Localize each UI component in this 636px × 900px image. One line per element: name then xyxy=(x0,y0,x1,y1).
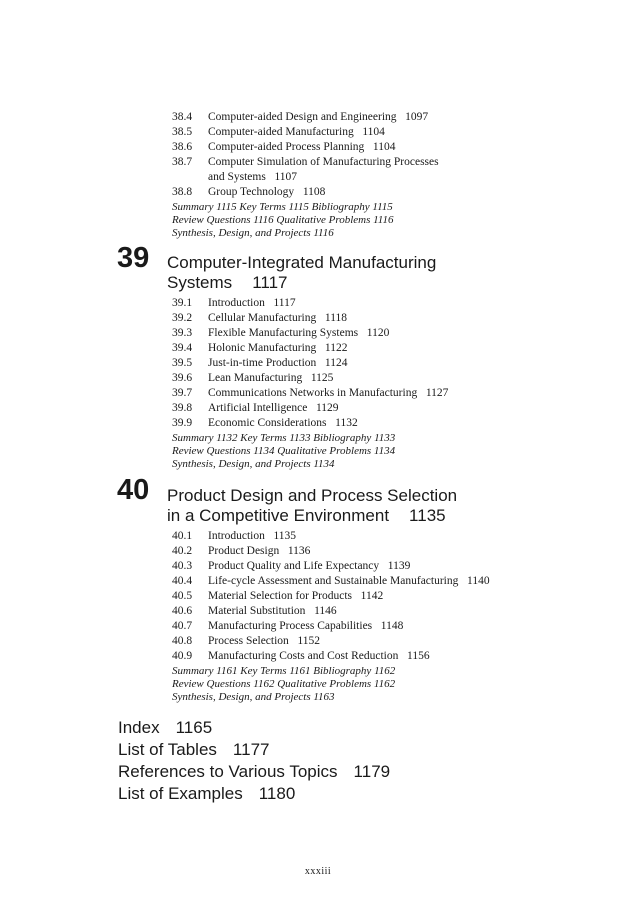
section-page: 1132 xyxy=(335,417,358,429)
section-page: 1124 xyxy=(324,357,348,369)
page-number: xxxiii xyxy=(304,866,332,877)
chapter-40-number: 40 xyxy=(117,474,150,506)
toc-list-of-examples xyxy=(118,784,295,804)
section-title: Flexible Manufacturing Systems xyxy=(208,327,359,339)
section-page: 1136 xyxy=(287,545,311,557)
summary-line: Summary 1115 Key Terms 1115 Bibliography 1115 xyxy=(172,201,393,213)
section-page: 1129 xyxy=(315,402,339,414)
summary-line: Synthesis, Design, and Projects 1163 xyxy=(172,691,335,703)
section-title: Introduction xyxy=(208,530,265,542)
section-title: Computer-aided Manufacturing xyxy=(208,126,354,138)
toc-list-of-tables xyxy=(118,740,269,760)
section-page: 1122 xyxy=(324,342,348,354)
back-matter-page: 1179 xyxy=(353,762,391,781)
section-title: Product Quality and Life Expectancy xyxy=(208,560,380,572)
section-page: 1118 xyxy=(324,312,348,324)
section-number: 40.3 xyxy=(172,560,193,572)
section-page: 1120 xyxy=(366,327,390,339)
toc-section-38-5 xyxy=(172,125,385,140)
section-title: Economic Considerations xyxy=(208,417,327,429)
back-matter-title: References to Various Topics xyxy=(118,762,338,781)
section-title: Process Selection xyxy=(208,635,289,647)
chapter-38-summary xyxy=(172,201,394,240)
section-page: 1117 xyxy=(273,297,296,309)
toc-section-40-1 xyxy=(172,529,296,544)
chapter-page: 1117 xyxy=(252,273,288,292)
toc-section-38-6 xyxy=(172,140,395,155)
toc-section-39-2 xyxy=(172,311,347,326)
section-number: 38.8 xyxy=(172,186,193,198)
section-page: 1142 xyxy=(360,590,384,602)
back-matter-title: List of Tables xyxy=(118,740,217,759)
section-title: Communications Networks in Manufacturing xyxy=(208,387,418,399)
section-title: Computer Simulation of Manufacturing Processes xyxy=(208,156,439,168)
chapter-39-number: 39 xyxy=(117,242,150,274)
toc-index xyxy=(118,718,212,738)
toc-section-40-4 xyxy=(172,574,490,589)
section-number: 40.6 xyxy=(172,605,193,617)
section-title: Manufacturing Costs and Cost Reduction xyxy=(208,650,399,662)
chapter-40-title xyxy=(167,486,457,526)
section-number: 40.1 xyxy=(172,530,193,542)
section-page: 1140 xyxy=(467,575,490,587)
toc-section-38-7 xyxy=(172,155,439,185)
back-matter-page: 1177 xyxy=(232,740,270,759)
section-number: 40.2 xyxy=(172,545,193,557)
section-number: 38.7 xyxy=(172,156,193,168)
section-number: 39.8 xyxy=(172,402,193,414)
section-number: 39.4 xyxy=(172,342,193,354)
chapter-title-line: Computer-Integrated Manufacturing xyxy=(167,253,437,272)
chapter-title-line: Product Design and Process Selection xyxy=(167,486,458,505)
section-page: 1104 xyxy=(372,141,396,153)
section-page: 1125 xyxy=(310,372,334,384)
toc-section-39-6 xyxy=(172,371,333,386)
toc-section-39-1 xyxy=(172,296,296,311)
summary-line: Synthesis, Design, and Projects 1116 xyxy=(172,227,334,239)
section-number: 39.1 xyxy=(172,297,193,309)
toc-section-39-4 xyxy=(172,341,347,356)
section-page: 1108 xyxy=(302,186,326,198)
section-title: Just-in-time Production xyxy=(208,357,317,369)
section-page: 1127 xyxy=(425,387,449,399)
section-number: 39.2 xyxy=(172,312,193,324)
section-title: Material Substitution xyxy=(208,605,306,617)
section-title: Computer-aided Design and Engineering xyxy=(208,111,397,123)
section-title: Artificial Intelligence xyxy=(208,402,308,414)
section-number: 40.7 xyxy=(172,620,193,632)
toc-section-40-7 xyxy=(172,619,403,634)
summary-line: Review Questions 1116 Qualitative Problems 1116 xyxy=(172,214,394,226)
toc-section-39-5 xyxy=(172,356,348,371)
chapter-39-title xyxy=(167,253,436,293)
chapter-title-line: Systems xyxy=(167,273,233,292)
section-number: 39.7 xyxy=(172,387,193,399)
section-title: Lean Manufacturing xyxy=(208,372,303,384)
section-number: 40.4 xyxy=(172,575,193,587)
toc-section-38-8 xyxy=(172,185,325,200)
section-page: 1104 xyxy=(362,126,385,138)
section-number: 39.5 xyxy=(172,357,193,369)
toc-section-40-6 xyxy=(172,604,337,619)
section-page: 1139 xyxy=(387,560,411,572)
back-matter-title: List of Examples xyxy=(118,784,243,803)
chapter-title-line: in a Competitive Environment xyxy=(167,506,390,525)
section-title: Group Technology xyxy=(208,186,295,198)
section-number: 40.8 xyxy=(172,635,193,647)
section-title: Material Selection for Products xyxy=(208,590,353,602)
section-title: Life-cycle Assessment and Sustainable Manufacturing xyxy=(208,575,459,587)
back-matter-page: 1165 xyxy=(175,718,213,737)
toc-section-39-8 xyxy=(172,401,339,416)
section-number: 39.3 xyxy=(172,327,193,339)
section-title: Holonic Manufacturing xyxy=(208,342,317,354)
section-title: Manufacturing Process Capabilities xyxy=(208,620,373,632)
section-number: 39.9 xyxy=(172,417,193,429)
section-page: 1148 xyxy=(380,620,404,632)
section-number: 38.5 xyxy=(172,126,193,138)
section-page: 1097 xyxy=(405,111,429,123)
back-matter-page: 1180 xyxy=(258,784,296,803)
section-title: Introduction xyxy=(208,297,265,309)
toc-section-39-7 xyxy=(172,386,448,401)
section-number: 38.6 xyxy=(172,141,193,153)
toc-section-40-3 xyxy=(172,559,410,574)
chapter-40-summary xyxy=(172,665,395,704)
section-page: 1156 xyxy=(407,650,430,662)
toc-section-40-2 xyxy=(172,544,310,559)
summary-line: Synthesis, Design, and Projects 1134 xyxy=(172,458,335,470)
section-page: 1107 xyxy=(274,171,298,183)
section-title: Cellular Manufacturing xyxy=(208,312,317,324)
toc-section-40-8 xyxy=(172,634,320,649)
summary-line: Summary 1161 Key Terms 1161 Bibliography 1162 xyxy=(172,665,396,677)
toc-section-39-3 xyxy=(172,326,389,341)
section-number: 40.9 xyxy=(172,650,193,662)
section-page: 1146 xyxy=(314,605,337,617)
summary-line: Review Questions 1162 Qualitative Problems 1162 xyxy=(172,678,396,690)
section-title: Computer-aided Process Planning xyxy=(208,141,365,153)
toc-section-40-9 xyxy=(172,649,430,664)
chapter-page: 1135 xyxy=(409,506,446,525)
toc-section-40-5 xyxy=(172,589,383,604)
section-title: Product Design xyxy=(208,545,280,557)
chapter-39-summary xyxy=(172,432,395,471)
section-title-continued: and Systems xyxy=(208,171,266,183)
toc-references xyxy=(118,762,390,782)
section-page: 1152 xyxy=(297,635,321,647)
section-page: 1135 xyxy=(273,530,297,542)
summary-line: Review Questions 1134 Qualitative Problems 1134 xyxy=(172,445,396,457)
section-number: 38.4 xyxy=(172,111,193,123)
summary-line: Summary 1132 Key Terms 1133 Bibliography 1133 xyxy=(172,432,396,444)
section-number: 39.6 xyxy=(172,372,193,384)
section-number: 40.5 xyxy=(172,590,193,602)
toc-section-39-9 xyxy=(172,416,358,431)
back-matter-title: Index xyxy=(118,718,160,737)
toc-section-38-4 xyxy=(172,110,428,125)
